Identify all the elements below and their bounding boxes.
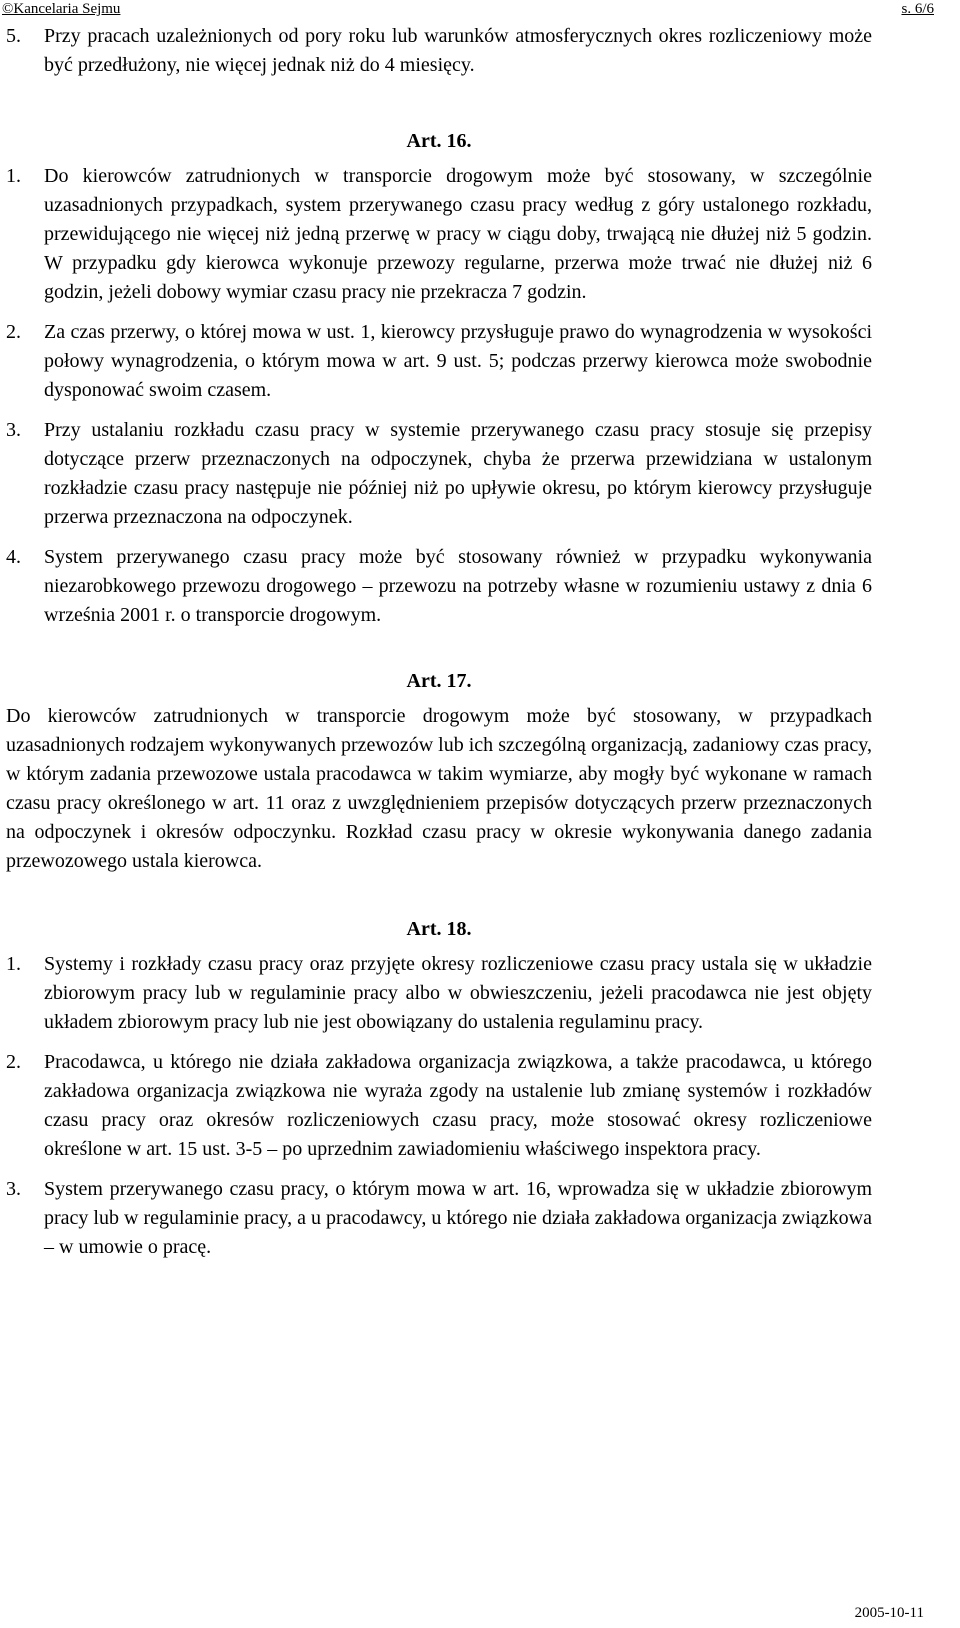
document-body	[6, 22, 872, 1273]
paragraph-number: 5.	[6, 25, 21, 47]
art17-paragraph: Do kierowców zatrudnionych w transporcie drogowym może być stosowany, w przypadkach uzasadnionych rodzajem wykonywanych przewozów lub ich szczególną organizacją, zadaniowy czas pracy, w którym zadania przewozowe ustala pracodawca w takim wymiarze, aby mogły być wykonane w ramach czasu pracy określonego w art. 11 oraz z uwzględnieniem przepisów dotyczących przerw przeznaczonych na odpoczynek i okresów odpoczynku. Rozkład czasu pracy w okresie wykonywania danego zadania przewozowego ustala kierowca.	[6, 705, 872, 872]
paragraph-text: Przy pracach uzależnionych od pory roku lub warunków atmosferycznych okres rozliczeniowy może być przedłużony, nie więcej jednak niż do 4 miesięcy.	[44, 25, 872, 76]
footer-date: 2005-10-11	[854, 1605, 924, 1621]
paragraph-number: 2.	[6, 1051, 21, 1073]
paragraph-number: 1.	[6, 953, 21, 975]
paragraph-text: Za czas przerwy, o której mowa w ust. 1, kierowcy przysługuje prawo do wynagrodzenia w wysokości połowy wynagrodzenia, o którym mowa w art. 9 ust. 5; podczas przerwy kierowca może swobodnie dysponować swoim czasem.	[44, 321, 872, 401]
art18-paragraph-2	[6, 1048, 872, 1164]
art16-paragraph-2	[6, 318, 872, 405]
paragraph-number: 1.	[6, 165, 21, 187]
paragraph-number: 2.	[6, 321, 21, 343]
art16-paragraph-4	[6, 543, 872, 630]
paragraph-text: Systemy i rozkłady czasu pracy oraz przyjęte okresy rozliczeniowe czasu pracy ustala się w układzie zbiorowym pracy lub w regulaminie pracy albo w obwieszczeniu, jeżeli pracodawca nie jest objęty układem zbiorowym pracy lub nie jest obowiązany do ustalenia regulaminu pracy.	[44, 953, 872, 1033]
paragraph-text: System przerywanego czasu pracy, o którym mowa w art. 16, wprowadza się w układzie zbiorowym pracy lub w regulaminie pracy, a u pracodawcy, u którego nie działa zakładowa organizacja związkowa – w umowie o pracę.	[44, 1178, 872, 1258]
art16-paragraph-3	[6, 416, 872, 532]
paragraph-text: System przerywanego czasu pracy może być stosowany również w przypadku wykonywania niezarobkowego przewozu drogowego – przewozu na potrzeby własne w rozumieniu ustawy z dnia 6 września 2001 r. o transporcie drogowym.	[44, 546, 872, 626]
paragraph-number: 3.	[6, 1178, 21, 1200]
article-18-title: Art. 18.	[406, 918, 472, 940]
art15-paragraph-5	[6, 22, 872, 80]
paragraph-text: Przy ustalaniu rozkładu czasu pracy w systemie przerywanego czasu pracy stosuje się przepisy dotyczące przerw przeznaczonych na odpoczynek, chyba że przerwa przewidziana w ustalonym rozkładzie czasu pracy następuje nie później niż po upływie okresu, po którym kierowcy przysługuje przerwa przeznaczona na odpoczynek.	[44, 419, 872, 528]
article-17-title: Art. 17.	[406, 670, 472, 692]
article-16-title: Art. 16.	[406, 130, 472, 152]
paragraph-number: 3.	[6, 419, 21, 441]
art16-paragraph-1	[6, 162, 872, 307]
paragraph-number: 4.	[6, 546, 21, 568]
header-source: ©Kancelaria Sejmu	[2, 1, 121, 17]
art18-paragraph-1	[6, 950, 872, 1037]
header-page-number: s. 6/6	[901, 1, 934, 17]
art18-paragraph-3	[6, 1175, 872, 1262]
paragraph-text: Pracodawca, u którego nie działa zakładowa organizacja związkowa, a także pracodawca, u którego zakładowa organizacja związkowa nie wyraża zgody na ustalenie lub zmianę systemów i rozkładów czasu pracy oraz okresów rozliczeniowych czasu pracy, może stosować okresy rozliczeniowe określone w art. 15 ust. 3-5 – po uprzednim zawiadomieniu właściwego inspektora pracy.	[44, 1051, 872, 1160]
paragraph-text: Do kierowców zatrudnionych w transporcie drogowym może być stosowany, w szczególnie uzasadnionych przypadkach, system przerywanego czasu pracy według z góry ustalonego rozkładu, przewidującego nie więcej niż jedną przerwę w pracy w ciągu doby, trwającą nie dłużej niż 5 godzin. W przypadku gdy kierowca wykonuje przewozy regularne, przerwa może trwać nie dłużej niż 6 godzin, jeżeli dobowy wymiar czasu pracy nie przekracza 7 godzin.	[44, 165, 872, 303]
